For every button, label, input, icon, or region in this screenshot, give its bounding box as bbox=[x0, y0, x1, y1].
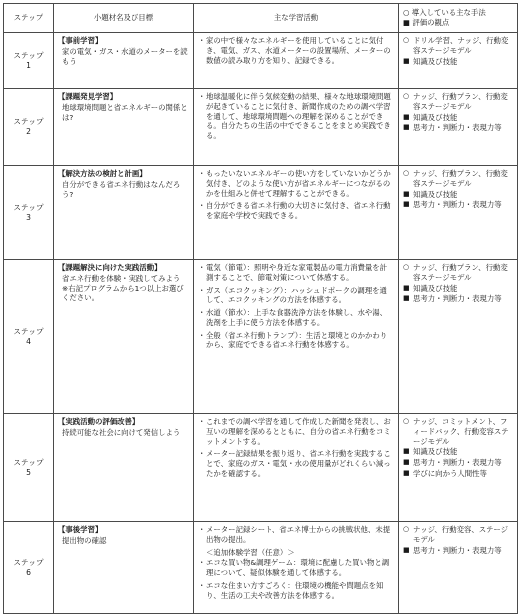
criteria-cell bbox=[399, 166, 518, 260]
bullet-marker: ・ bbox=[198, 285, 206, 295]
header-criteria-evaluation: ■ 評価の観点 bbox=[403, 18, 450, 27]
table-row bbox=[4, 166, 518, 260]
evaluation-item bbox=[403, 546, 513, 556]
activity-cell bbox=[194, 166, 399, 260]
square-marker: ■ bbox=[403, 189, 410, 198]
circle-marker: ○ bbox=[403, 525, 410, 533]
evaluation-item bbox=[403, 190, 513, 200]
topic-title: 【解決方法の検討と計画】 bbox=[58, 169, 147, 178]
bullet-marker: ・ bbox=[198, 36, 206, 45]
evaluation-item bbox=[403, 200, 513, 210]
topic-cell bbox=[54, 33, 194, 89]
topic-cell bbox=[54, 414, 194, 522]
table-row bbox=[4, 89, 518, 166]
criteria-text: 思考力・判断力・表現力等 bbox=[413, 458, 502, 468]
optional-activity-heading: ＜追加体験学習（任意）＞ bbox=[206, 547, 295, 557]
activity-item bbox=[198, 417, 394, 446]
criteria-text: ナッジ、行動プラン、行動変容ステージモデル bbox=[413, 263, 508, 282]
topic-goal: 提出物の確認 bbox=[62, 535, 107, 545]
circle-marker: ○ bbox=[403, 169, 410, 177]
header-criteria-methods: ○ 導入している主な手法 bbox=[403, 8, 486, 18]
criteria-text: ナッジ、行動プラン、行動変容ステージモデル bbox=[413, 92, 508, 111]
criteria-text: 知識及び技能 bbox=[413, 189, 458, 199]
criteria-text: ナッジ、行動変容、ステージモデル bbox=[413, 525, 509, 544]
topic-cell bbox=[54, 166, 194, 260]
criteria-text: 知識及び技能 bbox=[413, 112, 458, 122]
topic-cell bbox=[54, 260, 194, 414]
activity-cell bbox=[194, 33, 399, 89]
evaluation-item bbox=[403, 57, 513, 67]
step-number: 1 bbox=[26, 60, 31, 70]
bullet-marker: ・ bbox=[198, 308, 206, 318]
activity-item bbox=[198, 169, 394, 198]
topic-title: 【事後学習】 bbox=[58, 525, 103, 534]
square-marker: ■ bbox=[403, 200, 410, 209]
topic-cell bbox=[54, 89, 194, 166]
optional-activity-item bbox=[198, 581, 394, 601]
criteria-text: 思考力・判断力・表現力等 bbox=[413, 123, 502, 133]
step-label: ステップ bbox=[13, 457, 44, 467]
activity-item bbox=[198, 308, 394, 328]
criteria-text: ナッジ、行動プラン、行動変容ステージモデル bbox=[413, 169, 508, 188]
evaluation-item bbox=[403, 447, 513, 457]
activity-text: 地球温暖化に伴う気候変動の結果、様々な地球環境問題が起きていることに気付き、新聞作成のための調べ学習を通して、地球環境問題への理解を深めることができる。自分たちの生活の中でできることをまとめ実践できる。 bbox=[206, 92, 391, 141]
method-item bbox=[403, 263, 513, 283]
header-step: ステップ bbox=[4, 4, 54, 33]
table-row bbox=[4, 414, 518, 522]
step-label: ステップ bbox=[13, 202, 44, 212]
activity-text: メーター記録結果を振り返り、省エネ行動を実践することで、家庭のガス・電気・水の使用量がどれくらい減ったかを確認する。 bbox=[206, 449, 391, 478]
square-marker: ■ bbox=[403, 458, 410, 467]
circle-marker: ○ bbox=[403, 92, 410, 100]
criteria-text: ドリル学習、ナッジ、行動変容ステージモデル bbox=[413, 36, 509, 55]
step-cell bbox=[4, 522, 54, 614]
activity-item bbox=[198, 525, 394, 545]
criteria-text: 知識及び技能 bbox=[413, 56, 458, 66]
circle-marker: ○ bbox=[403, 417, 410, 425]
step-number: 5 bbox=[26, 467, 31, 477]
criteria-cell bbox=[399, 89, 518, 166]
activity-cell bbox=[194, 260, 399, 414]
topic-title: 【実践活動の評価改善】 bbox=[58, 417, 140, 426]
criteria-text: 思考力・判断力・表現力等 bbox=[413, 294, 502, 304]
activity-text: 水道（節水）：上手な食器洗浄方法を体験し、水や湯、洗剤を上手に使う方法を体感する。 bbox=[206, 308, 388, 327]
criteria-text: 思考力・判断力・表現力等 bbox=[413, 200, 502, 210]
method-item bbox=[403, 92, 513, 112]
table-row bbox=[4, 33, 518, 89]
criteria-cell bbox=[399, 522, 518, 614]
method-item bbox=[403, 169, 513, 189]
topic-title: 【課題解決に向けた実践活動】 bbox=[58, 263, 162, 272]
bullet-marker: ・ bbox=[198, 525, 206, 534]
evaluation-item bbox=[403, 284, 513, 294]
topic-goal: 省エネ行動を体験・実践してみよう ※右記プログラムから1つ以上お選びください。 bbox=[62, 273, 184, 303]
bullet-marker: ・ bbox=[198, 449, 206, 459]
square-marker: ■ bbox=[403, 468, 410, 477]
step-cell bbox=[4, 33, 54, 89]
activity-text: 全般（省エネ行動トランプ）：生活と環境とのかかわりから、家庭でできる省エネ行動を体感する。 bbox=[206, 330, 388, 350]
square-marker: ■ bbox=[403, 294, 410, 303]
topic-goal: 自分ができる省エネ行動はなんだろう? bbox=[62, 179, 181, 199]
step-cell bbox=[4, 166, 54, 260]
activity-cell bbox=[194, 522, 399, 614]
topic-goal: 持続可能な社会に向けて発信しよう bbox=[62, 427, 181, 437]
lesson-plan-table bbox=[3, 3, 518, 614]
square-marker: ■ bbox=[403, 545, 410, 554]
activity-text: メーター記録シート、省エネ博士からの挑戦状他、未提出物の提出。 bbox=[206, 525, 391, 544]
criteria-cell bbox=[399, 33, 518, 89]
activity-text: 自分ができる省エネ行動の大切さに気付き、省エネ行動を家庭や学校で実践できる。 bbox=[206, 201, 391, 221]
step-label: ステップ bbox=[13, 117, 44, 127]
step-number: 6 bbox=[26, 567, 31, 577]
topic-goal: 家の電気・ガス・水道のメーターを読もう bbox=[62, 46, 188, 66]
activity-text: これまでの調べ学習を通して作成した新聞を発表し、お互いの理解を深めるとともに、自分の省エネ行動をコミットメントする。 bbox=[206, 417, 391, 446]
bullet-marker: ・ bbox=[198, 263, 206, 272]
step-label: ステップ bbox=[13, 326, 44, 336]
activity-text: 家の中で様々なエネルギーを使用していることに気付き、電気、ガス、水道メーターの設置場所、メーターの数値の読み取り方を知り、記録できる。 bbox=[206, 36, 391, 65]
step-label: ステップ bbox=[13, 557, 44, 567]
criteria-text: 学びに向かう人間性等 bbox=[413, 468, 487, 478]
criteria-text: 思考力・判断力・表現力等 bbox=[413, 545, 502, 555]
circle-marker: ○ bbox=[403, 263, 410, 271]
topic-cell bbox=[54, 522, 194, 614]
method-item bbox=[403, 417, 513, 446]
method-item bbox=[403, 36, 513, 56]
evaluation-item bbox=[403, 294, 513, 304]
bullet-marker: ・ bbox=[198, 558, 206, 568]
step-label: ステップ bbox=[13, 50, 44, 60]
criteria-cell bbox=[399, 260, 518, 414]
step-cell bbox=[4, 260, 54, 414]
activity-item bbox=[198, 201, 394, 221]
activity-item bbox=[198, 449, 394, 478]
activity-text: エコな買い物&調理ゲーム：環境に配慮した買い物と調理について、疑似体験を通して体感する。 bbox=[206, 558, 390, 578]
bullet-marker: ・ bbox=[198, 580, 206, 590]
topic-goal: 地球環境問題と省エネルギーの関係とは? bbox=[62, 102, 188, 122]
step-number: 4 bbox=[26, 336, 31, 346]
evaluation-item bbox=[403, 458, 513, 468]
table-row bbox=[4, 522, 518, 614]
activity-text: ガス（エコクッキング）：ハッシュドポークの調理を通して、エコクッキングの方法を体感する。 bbox=[206, 285, 387, 305]
square-marker: ■ bbox=[403, 123, 410, 132]
bullet-marker: ・ bbox=[198, 417, 206, 426]
evaluation-item bbox=[403, 123, 513, 133]
optional-activity-item bbox=[198, 558, 394, 578]
topic-title: 【課題発見学習】 bbox=[58, 92, 118, 101]
activity-item bbox=[198, 286, 394, 306]
evaluation-item bbox=[403, 113, 513, 123]
activity-cell bbox=[194, 89, 399, 166]
step-number: 3 bbox=[26, 212, 31, 222]
table-body bbox=[4, 33, 518, 614]
method-item bbox=[403, 525, 513, 545]
circle-marker: ○ bbox=[403, 36, 410, 44]
activity-item bbox=[198, 331, 394, 351]
table-row bbox=[4, 260, 518, 414]
activity-text: エコな住まい方すごろく：住環境の機能や問題点を知り、生活の工夫や改善方法を体感する。 bbox=[206, 580, 384, 600]
topic-title: 【事前学習】 bbox=[58, 36, 103, 45]
criteria-cell bbox=[399, 414, 518, 522]
bullet-marker: ・ bbox=[198, 92, 206, 101]
criteria-text: 知識及び技能 bbox=[413, 447, 458, 457]
step-number: 2 bbox=[26, 127, 31, 136]
activity-item bbox=[198, 263, 394, 283]
square-marker: ■ bbox=[403, 447, 410, 456]
bullet-marker: ・ bbox=[198, 169, 206, 178]
activity-item bbox=[198, 36, 394, 65]
step-cell bbox=[4, 414, 54, 522]
bullet-marker: ・ bbox=[198, 201, 206, 211]
square-marker: ■ bbox=[403, 56, 410, 65]
activity-cell bbox=[194, 414, 399, 522]
bullet-marker: ・ bbox=[198, 330, 206, 340]
step-cell bbox=[4, 89, 54, 166]
square-marker: ■ bbox=[403, 283, 410, 292]
evaluation-item bbox=[403, 469, 513, 479]
header-criteria bbox=[399, 4, 518, 33]
activity-item bbox=[198, 92, 394, 141]
criteria-text: 知識及び技能 bbox=[413, 283, 458, 293]
header-activity: 主な学習活動 bbox=[194, 4, 399, 33]
table-header-row bbox=[4, 4, 518, 33]
square-marker: ■ bbox=[403, 112, 410, 121]
activity-text: もったいないエネルギーの使い方をしていないかどうか気付き、どのような使い方が省エネルギーにつながるのかを仕組みと併せて理解することができる。 bbox=[206, 169, 391, 198]
header-topic: 小題材名及び目標 bbox=[54, 4, 194, 33]
criteria-text: ナッジ、コミットメント、フィードバック、行動変容ステージモデル bbox=[413, 417, 509, 446]
activity-text: 電気（節電）：照明や身近な家電製品の電力消費量を計測することで、節電対策について体感する。 bbox=[206, 263, 388, 282]
